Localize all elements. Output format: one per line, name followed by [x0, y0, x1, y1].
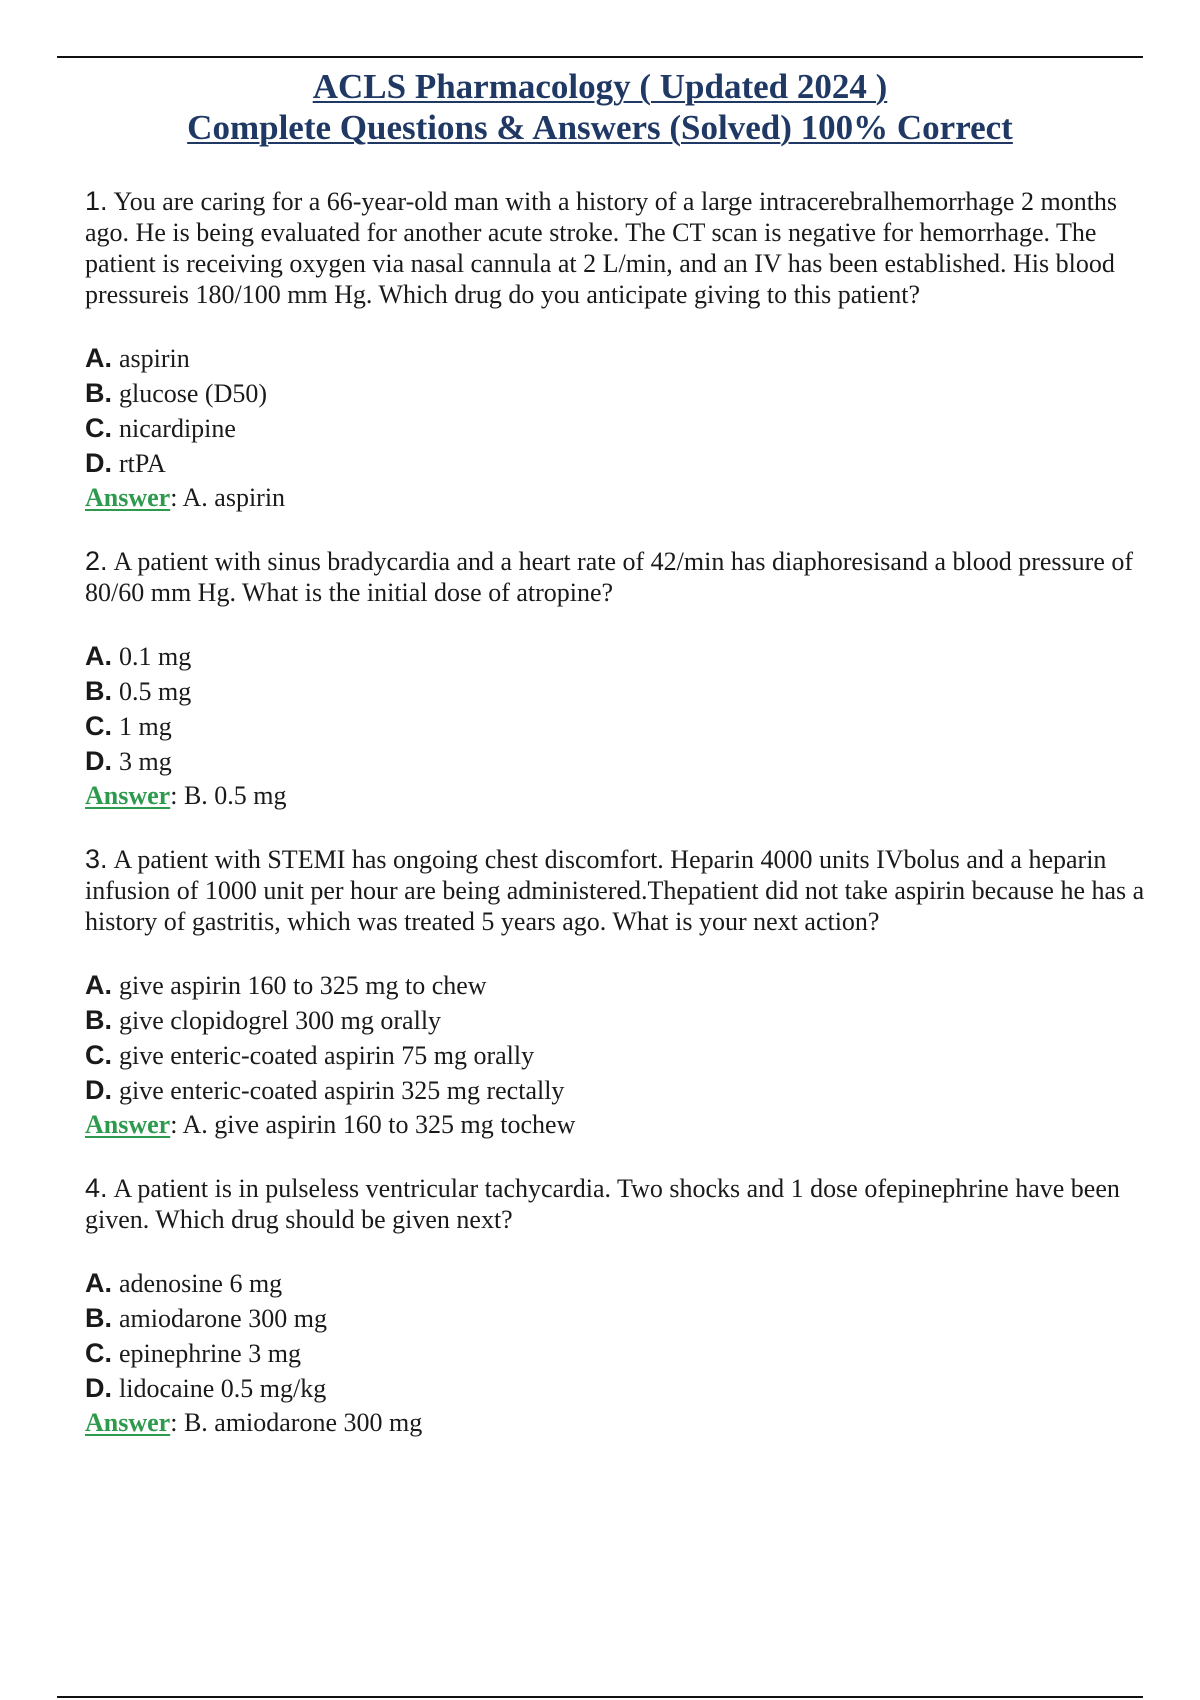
option-b: B. amiodarone 300 mg	[85, 1303, 327, 1333]
question-body: A patient with sinus bradycardia and a heart rate of 42/min has diaphoresisand a blood pressure of 80/60 mm Hg. What is the initial dose of atropine?	[85, 547, 1134, 607]
option-b: B. glucose (D50)	[85, 378, 268, 408]
question-number: 3.	[85, 844, 108, 874]
option-d: D. give enteric-coated aspirin 325 mg rectally	[85, 1075, 565, 1105]
bottom-rule	[57, 1696, 1143, 1698]
answer-label: Answer	[85, 1110, 171, 1139]
answer-value: : A. aspirin	[170, 483, 286, 512]
title-line-2: Complete Questions & Answers (Solved) 100% Correct	[187, 108, 1013, 147]
option-a: A. 0.1 mg	[85, 641, 192, 671]
option-c: C. 1 mg	[85, 711, 172, 741]
option-d: D. 3 mg	[85, 746, 172, 776]
questions-list	[85, 186, 1145, 1471]
option-c: C. give enteric-coated aspirin 75 mg orally	[85, 1040, 535, 1070]
option-d: D. lidocaine 0.5 mg/kg	[85, 1373, 327, 1403]
question-body: A patient with STEMI has ongoing chest discomfort. Heparin 4000 units IVbolus and a heparin infusion of 1000 unit per hour are being administered.Thepatient did not take aspirin because he has a history of gastritis, which was treated 5 years ago. What is your next action?	[85, 845, 1145, 936]
option-b: B. 0.5 mg	[85, 676, 192, 706]
answer-value: : B. 0.5 mg	[170, 781, 287, 810]
question-number: 4.	[85, 1173, 108, 1203]
option-a: A. adenosine 6 mg	[85, 1268, 283, 1298]
option-c: C. epinephrine 3 mg	[85, 1338, 301, 1368]
question-2	[85, 546, 1145, 812]
option-a: A. aspirin	[85, 343, 190, 373]
top-rule	[57, 56, 1143, 58]
question-4	[85, 1173, 1145, 1439]
answer-line	[85, 779, 1145, 812]
answer-value: : A. give aspirin 160 to 325 mg tochew	[170, 1110, 576, 1139]
question-number: 1.	[85, 186, 108, 216]
answer-label: Answer	[85, 1408, 171, 1437]
answer-line	[85, 481, 1145, 514]
option-d: D. rtPA	[85, 448, 166, 478]
document-title	[0, 66, 1200, 148]
option-c: C. nicardipine	[85, 413, 236, 443]
option-a: A. give aspirin 160 to 325 mg to chew	[85, 970, 487, 1000]
answer-label: Answer	[85, 781, 171, 810]
option-b: B. give clopidogrel 300 mg orally	[85, 1005, 442, 1035]
answer-line	[85, 1406, 1145, 1439]
answer-value: : B. amiodarone 300 mg	[170, 1408, 423, 1437]
question-text	[85, 1173, 1145, 1235]
question-number: 2.	[85, 546, 108, 576]
question-text	[85, 546, 1145, 608]
question-body: You are caring for a 66-year-old man with a history of a large intracerebralhemorrhage 2 months ago. He is being evaluated for another acute stroke. The CT scan is negative for hemorrhage. The patient is receiving oxygen via nasal cannula at 2 L/min, and an IV has been established. His blood pressureis 180/100 mm Hg. Which drug do you anticipate giving to this patient?	[85, 187, 1118, 309]
answer-label: Answer	[85, 483, 171, 512]
question-text	[85, 844, 1145, 937]
answer-line	[85, 1108, 1145, 1141]
question-body: A patient is in pulseless ventricular tachycardia. Two shocks and 1 dose ofepinephrine have been given. Which drug should be given next?	[85, 1174, 1120, 1234]
question-1	[85, 186, 1145, 514]
question-text	[85, 186, 1145, 310]
question-3	[85, 844, 1145, 1141]
title-line-1: ACLS Pharmacology ( Updated 2024 )	[312, 67, 888, 106]
